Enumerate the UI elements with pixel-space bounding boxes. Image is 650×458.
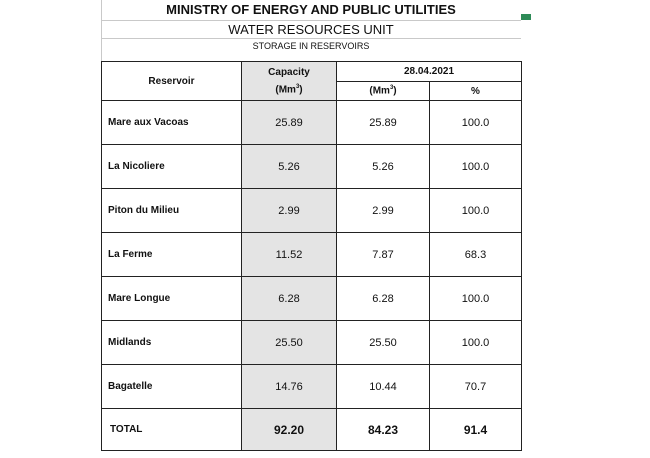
table-row (102, 321, 522, 365)
reservoir-name: Mare Longue (102, 277, 242, 321)
total-row (102, 409, 522, 451)
percent-cell: 100.0 (430, 321, 522, 365)
percent-column-header: % (430, 82, 522, 101)
capacity-cell: 14.76 (242, 365, 337, 409)
percent-cell: 100.0 (430, 145, 522, 189)
reservoir-name: La Nicoliere (102, 145, 242, 189)
total-label: TOTAL (102, 409, 242, 451)
capacity-cell: 25.50 (242, 321, 337, 365)
report-subtitle: STORAGE IN RESERVOIRS (101, 38, 521, 54)
header-row-1 (102, 62, 522, 82)
storage-cell: 25.89 (337, 101, 430, 145)
reservoir-name: Midlands (102, 321, 242, 365)
storage-cell: 25.50 (337, 321, 430, 365)
percent-cell: 100.0 (430, 101, 522, 145)
capacity-label: Capacity (268, 66, 310, 78)
total-capacity: 92.20 (242, 409, 337, 451)
table-row (102, 233, 522, 277)
percent-cell: 100.0 (430, 189, 522, 233)
reservoir-column-header: Reservoir (102, 62, 242, 101)
storage-unit-header: (Mm$^3$) (337, 82, 430, 101)
reservoir-name: Piton du Milieu (102, 189, 242, 233)
date-column-header: 28.04.2021 (337, 62, 522, 82)
total-percent: 91.4 (430, 409, 522, 451)
percent-cell: 100.0 (430, 277, 522, 321)
table-row (102, 365, 522, 409)
unit-title: WATER RESOURCES UNIT (101, 20, 521, 39)
storage-cell: 7.87 (337, 233, 430, 277)
storage-cell: 2.99 (337, 189, 430, 233)
table-row (102, 277, 522, 321)
table-row (102, 189, 522, 233)
capacity-cell: 25.89 (242, 101, 337, 145)
capacity-unit: (Mm$^3$) (275, 83, 303, 96)
reservoir-name: Mare aux Vacoas (102, 101, 242, 145)
table-row (102, 145, 522, 189)
cell-indicator (521, 14, 531, 20)
capacity-cell: 5.26 (242, 145, 337, 189)
total-storage: 84.23 (337, 409, 430, 451)
storage-cell: 5.26 (337, 145, 430, 189)
ministry-title: MINISTRY OF ENERGY AND PUBLIC UTILITIES (166, 2, 456, 17)
percent-cell: 68.3 (430, 233, 522, 277)
storage-cell: 6.28 (337, 277, 430, 321)
percent-cell: 70.7 (430, 365, 522, 409)
reservoir-report (101, 0, 521, 458)
reservoir-name: La Ferme (102, 233, 242, 277)
capacity-column-header (242, 62, 337, 101)
capacity-cell: 2.99 (242, 189, 337, 233)
storage-cell: 10.44 (337, 365, 430, 409)
capacity-cell: 11.52 (242, 233, 337, 277)
table-row (102, 101, 522, 145)
capacity-cell: 6.28 (242, 277, 337, 321)
storage-table (101, 61, 522, 451)
reservoir-name: Bagatelle (102, 365, 242, 409)
